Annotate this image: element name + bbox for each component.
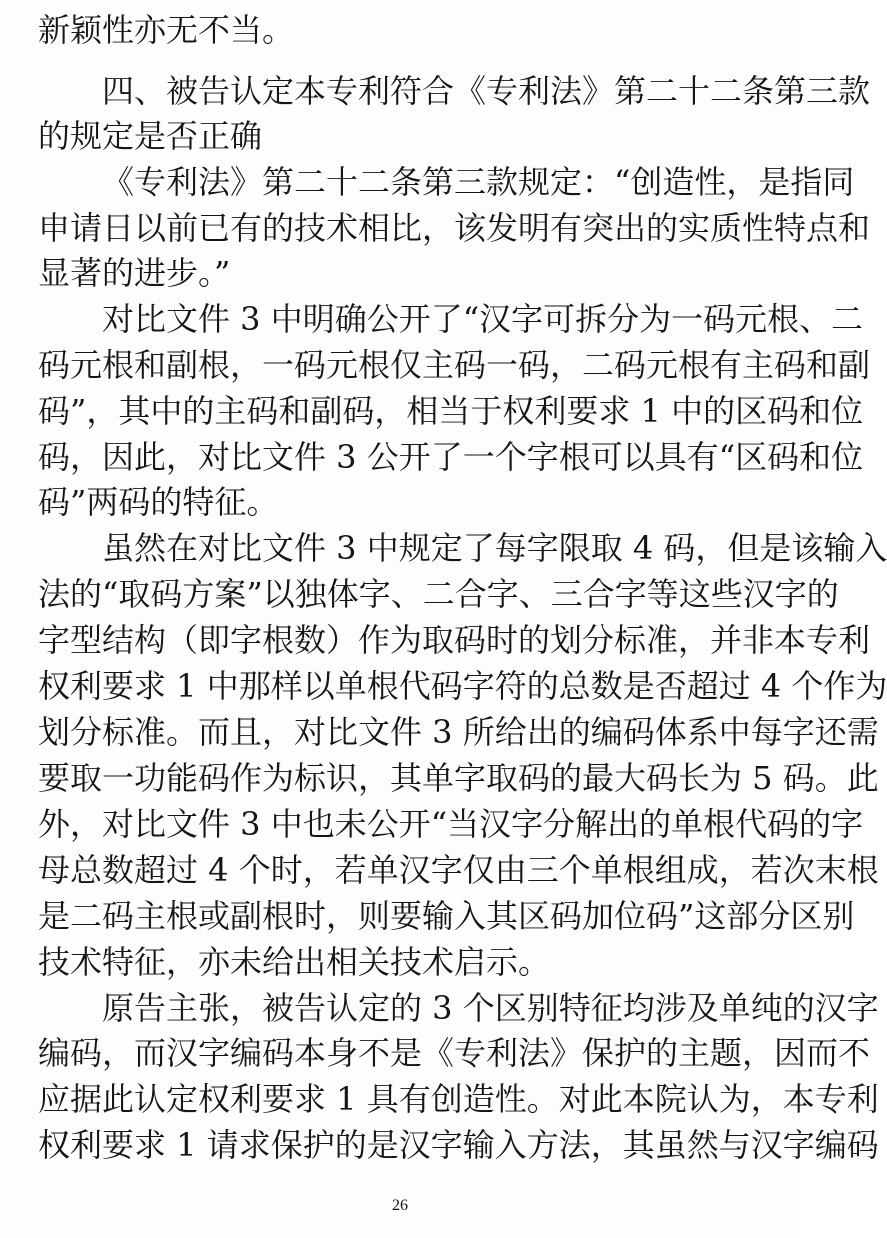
text-line: 外，对比文件 3 中也未公开“当汉字分解出的单根代码的字 bbox=[38, 805, 864, 843]
text-line: 字型结构（即字根数）作为取码时的划分标准，并非本专利 bbox=[38, 621, 871, 659]
text-line: 码元根和副根，一码元根仅主码一码，二码元根有主码和副 bbox=[38, 346, 871, 384]
text-line: 母总数超过 4 个时，若单汉字仅由三个单根组成，若次末根 bbox=[38, 851, 879, 889]
section-heading-line: 的规定是否正确 bbox=[38, 117, 263, 155]
text-line: 码”，其中的主码和副码，相当于权利要求 1 中的区码和位 bbox=[38, 392, 864, 430]
text-line: 权利要求 1 中那样以单根代码字符的总数是否超过 4 个作为 bbox=[38, 667, 887, 705]
text-line: 码，因此，对比文件 3 公开了一个字根可以具有“区码和位 bbox=[38, 438, 864, 476]
text-line: 权利要求 1 请求保护的是汉字输入方法，其虽然与汉字编码 bbox=[38, 1126, 879, 1164]
text-line: 技术特征，亦未给出相关技术启示。 bbox=[38, 943, 551, 981]
text-line: 法的“取码方案”以独体字、二合字、三合字等这些汉字的 bbox=[38, 575, 839, 613]
text-line: 应据此认定权利要求 1 具有创造性。对此本院认为，本专利 bbox=[38, 1080, 879, 1118]
section-heading-line: 四、被告认定本专利符合《专利法》第二十二条第三款 bbox=[102, 72, 871, 110]
text-line: 编码，而汉字编码本身不是《专利法》保护的主题，因而不 bbox=[38, 1034, 871, 1072]
text-line: 原告主张，被告认定的 3 个区别特征均涉及单纯的汉字 bbox=[102, 989, 879, 1027]
page-number: 26 bbox=[392, 1197, 408, 1214]
text-line: 划分标准。而且，对比文件 3 所给出的编码体系中每字还需 bbox=[38, 713, 879, 751]
text-line: 显著的进步。” bbox=[38, 254, 231, 292]
text-line: 是二码主根或副根时，则要输入其区码加位码”这部分区别 bbox=[38, 897, 855, 935]
text-line: 要取一功能码作为标识，其单字取码的最大码长为 5 码。此 bbox=[38, 759, 879, 797]
text-line: 虽然在对比文件 3 中规定了每字限取 4 码，但是该输入 bbox=[102, 529, 887, 567]
text-line: 对比文件 3 中明确公开了“汉字可拆分为一码元根、二 bbox=[102, 300, 864, 338]
text-line: 申请日以前已有的技术相比，该发明有突出的实质性特点和 bbox=[38, 209, 871, 247]
text-line: 《专利法》第二十二条第三款规定：“创造性，是指同 bbox=[102, 163, 855, 201]
text-line: 新颖性亦无不当。 bbox=[38, 11, 295, 49]
text-line: 码”两码的特征。 bbox=[38, 483, 279, 521]
